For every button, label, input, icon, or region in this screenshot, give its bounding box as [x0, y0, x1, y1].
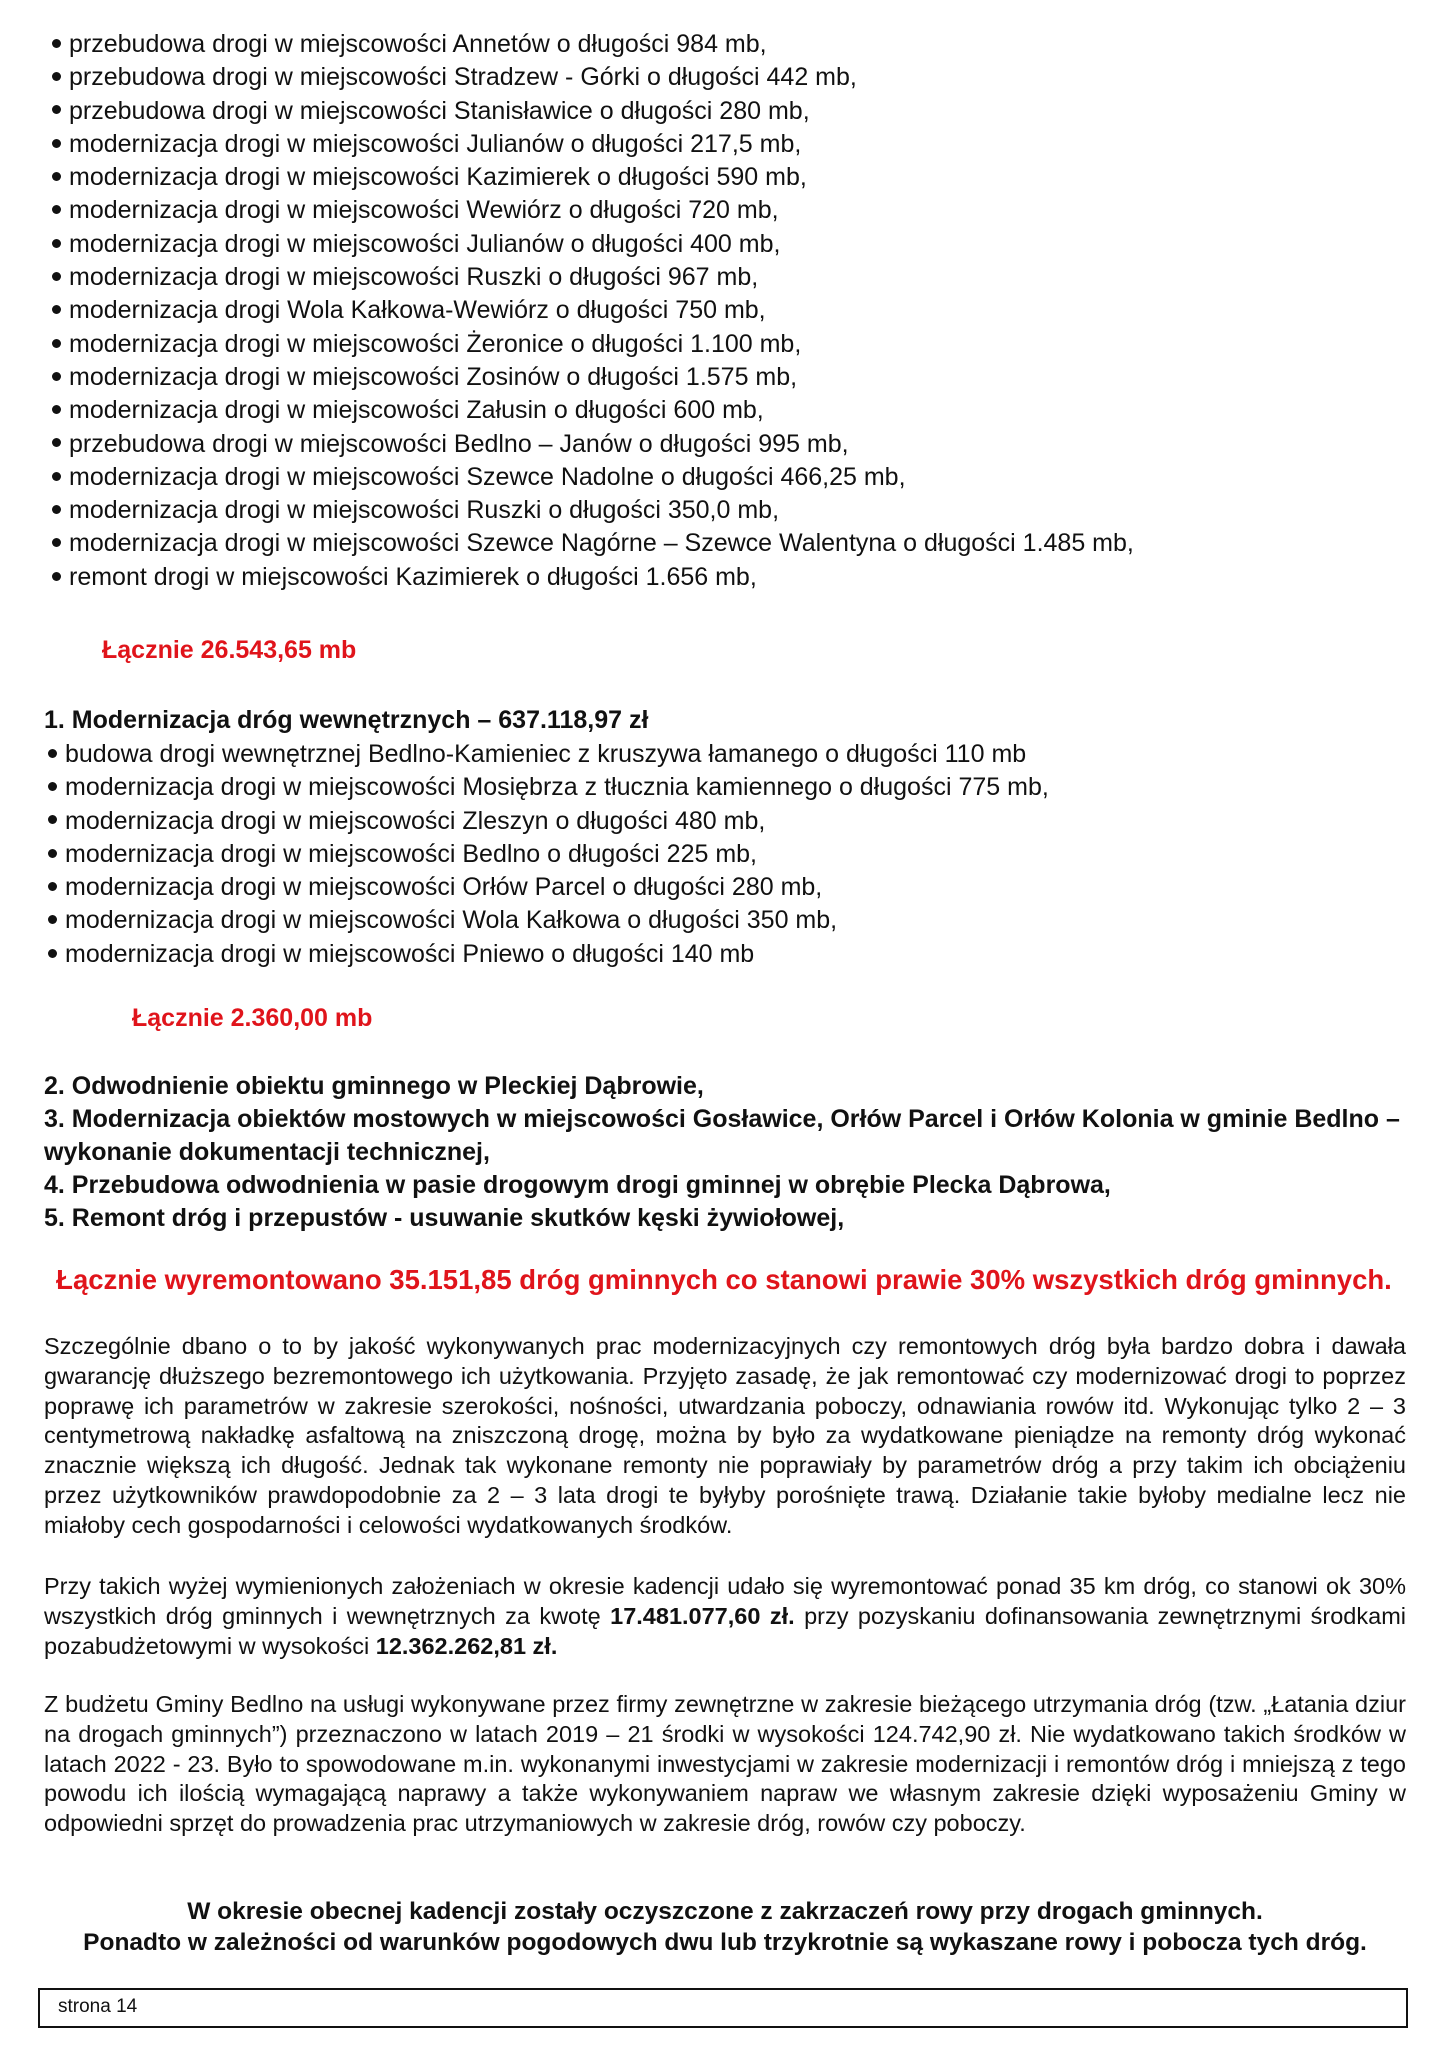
list-item: [52, 161, 1134, 194]
bullet-icon: [48, 782, 57, 791]
list-item: [52, 394, 1134, 427]
paragraph-2-text-b: przy pozyskaniu dofinansowania zewnętrznymi środkami pozabudżetowymi w wysokości: [44, 1602, 1406, 1659]
list-item-text: modernizacja drogi w miejscowości Zosinów o długości 1.575 mb,: [69, 362, 798, 391]
list-item: [52, 28, 1134, 61]
road-list-top: [52, 28, 1134, 594]
list-item: [52, 461, 1134, 494]
bullet-icon: [48, 949, 57, 958]
list-item-text: remont drogi w miejscowości Kazimierek o długości 1.656 mb,: [69, 562, 757, 591]
road-list-internal: [48, 738, 1049, 971]
list-item-text: modernizacja drogi w miejscowości Julianów o długości 400 mb,: [69, 229, 781, 258]
list-item-text: modernizacja drogi w miejscowości Julianów o długości 217,5 mb,: [69, 129, 802, 158]
list-item-text: przebudowa drogi w miejscowości Stanisławice o długości 280 mb,: [69, 96, 810, 125]
list-item: [52, 128, 1134, 161]
list-item-text: modernizacja drogi w miejscowości Kazimierek o długości 590 mb,: [69, 163, 807, 192]
list-item-text: modernizacja drogi w miejscowości Żeronice o długości 1.100 mb,: [69, 329, 802, 358]
list-item: [48, 838, 1049, 871]
list-item: [52, 428, 1134, 461]
paragraph-2-text-a: Przy takich wyżej wymienionych założeniach w okresie kadencji udało się wyremontować ponad 35 km dróg, co stanowi ok 30% wszystkich dróg gminnych i wewnętrznych za kwotę: [44, 1573, 1406, 1629]
bullet-icon: [48, 815, 57, 824]
list-item-text: budowa drogi wewnętrznej Bedlno-Kamieniec z kruszywa łamanego o długości 110 mb: [65, 740, 1027, 768]
list-item-text: przebudowa drogi w miejscowości Stradzew - Górki o długości 442 mb,: [69, 63, 857, 92]
total-internal: Łącznie 2.360,00 mb: [132, 1004, 373, 1032]
bullet-icon: [52, 239, 61, 248]
sections-list: [44, 1070, 1404, 1235]
bullet-icon: [52, 472, 61, 481]
closing-block: [44, 1896, 1406, 1958]
bullet-icon: [52, 572, 61, 581]
bullet-icon: [52, 438, 61, 447]
list-item: [48, 738, 1049, 771]
bullet-icon: [52, 305, 61, 314]
bullet-icon: [52, 205, 61, 214]
bullet-icon: [52, 172, 61, 181]
bullet-icon: [52, 505, 61, 514]
list-item-text: przebudowa drogi w miejscowości Bedlno – Janów o długości 995 mb,: [69, 429, 849, 458]
list-item: [48, 938, 1049, 971]
bullet-icon: [52, 139, 61, 148]
section-item: 2. Odwodnienie obiektu gminnego w Pleckiej Dąbrowie,: [44, 1072, 704, 1100]
closing-line: W okresie obecnej kadencji zostały oczyszczone z zakrzaczeń rowy przy drogach gminnych.: [187, 1898, 1263, 1925]
list-item: [52, 561, 1134, 594]
page-number: strona 14: [58, 1996, 138, 2017]
paragraph-1: Szczególnie dbano o to by jakość wykonywanych prac modernizacyjnych czy remontowych dróg była bardzo dobra i dawała gwarancję dłuższego bezremontowego ich użytkowania. Przyjęto zasadę, że jak remontować czy modernizować drogi to poprzez poprawę ich parametrów w zakresie szerokości, nośności, utwardzania poboczy, odnawiania rowów itd. Wykonując tylko 2 – 3 centymetrową nakładkę asfaltową na zniszczoną drogę, można by było za wydatkowane pieniądze na remonty dróg wykonać znacznie większą ich długość. Jednak tak wykonane remonty nie poprawiały by parametrów dróg a przy takim ich obciążeniu przez użytkowników prawdopodobnie za 2 – 3 lata drogi te byłyby porośnięte trawą. Działanie takie byłoby medialne lecz nie miałoby cech gospodarności i celowości wydatkowanych środków.: [44, 1333, 1406, 1538]
bullet-icon: [52, 405, 61, 414]
amount-external: 12.362.262,81 zł.: [375, 1632, 558, 1659]
list-item-text: modernizacja drogi w miejscowości Wola Kałkowa o długości 350 mb,: [65, 906, 838, 935]
list-item-text: modernizacja drogi w miejscowości Ruszki o długości 350,0 mb,: [69, 496, 780, 525]
list-item-text: modernizacja drogi Wola Kałkowa-Wewiórz o długości 750 mb,: [69, 296, 766, 325]
paragraph-3: Z budżetu Gminy Bedlno na usługi wykonywane przez firmy zewnętrzne w zakresie bieżącego utrzymania dróg (tzw. „Łatania dziur na drogach gminnych”) przeznaczono w latach 2019 – 21 środki w wysokości 124.742,90 zł. Nie wydatkowano takich środków w latach 2022 - 23. Było to spowodowane m.in. wykonanymi inwestycjami w zakresie modernizacji i remontów dróg i mniejszą z tego powodu ich ilością wymagającą naprawy a także wykonywaniem napraw we własnym zakresie dzięki wyposażeniu Gminy w odpowiedni sprzęt do prowadzenia prac utrzymaniowych w zakresie dróg, rowów czy poboczy.: [44, 1691, 1406, 1837]
bullet-icon: [52, 538, 61, 547]
closing-line: Ponadto w zależności od warunków pogodowych dwu lub trzykrotnie są wykaszane rowy i pobocza tych dróg.: [83, 1929, 1367, 1956]
list-item-text: modernizacja drogi w miejscowości Bedlno o długości 225 mb,: [65, 839, 758, 868]
list-item: [52, 294, 1134, 327]
list-item: [52, 261, 1134, 294]
bullet-icon: [48, 915, 57, 924]
list-item-text: modernizacja drogi w miejscowości Szewce Nagórne – Szewce Walentyna o długości 1.485 mb,: [69, 529, 1134, 558]
list-item-text: przebudowa drogi w miejscowości Annetów o długości 984 mb,: [69, 30, 767, 58]
paragraph-2: [44, 1572, 1406, 1661]
list-item-text: modernizacja drogi w miejscowości Orłów Parcel o długości 280 mb,: [65, 873, 823, 902]
list-item: [52, 527, 1134, 560]
bullet-icon: [52, 72, 61, 81]
list-item-text: modernizacja drogi w miejscowości Zleszyn o długości 480 mb,: [65, 806, 766, 835]
list-item: [48, 805, 1049, 838]
list-item-text: modernizacja drogi w miejscowości Wewiórz o długości 720 mb,: [69, 196, 779, 225]
list-item-text: modernizacja drogi w miejscowości Pniewo o długości 140 mb: [65, 939, 755, 968]
list-item: [48, 771, 1049, 804]
bullet-icon: [52, 39, 61, 48]
list-item: [52, 494, 1134, 527]
amount-total: 17.481.077,60 zł.: [610, 1602, 795, 1629]
section1-heading: 1. Modernizacja dróg wewnętrznych – 637.118,97 zł: [44, 706, 649, 734]
list-item: [52, 228, 1134, 261]
list-item: [48, 871, 1049, 904]
total-top: Łącznie 26.543,65 mb: [102, 636, 357, 664]
summary-red: Łącznie wyremontowano 35.151,85 dróg gminnych co stanowi prawie 30% wszystkich dróg gminnych.: [56, 1264, 1392, 1295]
list-item: [52, 328, 1134, 361]
bullet-icon: [52, 272, 61, 281]
list-item: [52, 61, 1134, 94]
list-item: [52, 194, 1134, 227]
list-item: [52, 95, 1134, 128]
footer-box: [38, 1988, 1408, 2028]
list-item: [52, 361, 1134, 394]
list-item-text: modernizacja drogi w miejscowości Ruszki o długości 967 mb,: [69, 263, 759, 292]
list-item-text: modernizacja drogi w miejscowości Załusin o długości 600 mb,: [69, 396, 764, 425]
bullet-icon: [52, 372, 61, 381]
bullet-icon: [52, 339, 61, 348]
list-item-text: modernizacja drogi w miejscowości Mosiębrza z tłucznia kamiennego o długości 775 mb,: [65, 773, 1049, 802]
section-item: 5. Remont dróg i przepustów - usuwanie skutków kęski żywiołowej,: [44, 1204, 845, 1232]
list-item-text: modernizacja drogi w miejscowości Szewce Nadolne o długości 466,25 mb,: [69, 462, 906, 491]
bullet-icon: [48, 749, 57, 758]
bullet-icon: [48, 849, 57, 858]
list-item: [48, 904, 1049, 937]
bullet-icon: [48, 882, 57, 891]
bullet-icon: [52, 105, 61, 114]
section-item: 4. Przebudowa odwodnienia w pasie drogowym drogi gminnej w obrębie Plecka Dąbrowa,: [44, 1171, 1111, 1199]
section-item: 3. Modernizacja obiektów mostowych w miejscowości Gosławice, Orłów Parcel i Orłów Kolonia w gminie Bedlno – wykonanie dokumentacji technicznej,: [44, 1105, 1400, 1166]
